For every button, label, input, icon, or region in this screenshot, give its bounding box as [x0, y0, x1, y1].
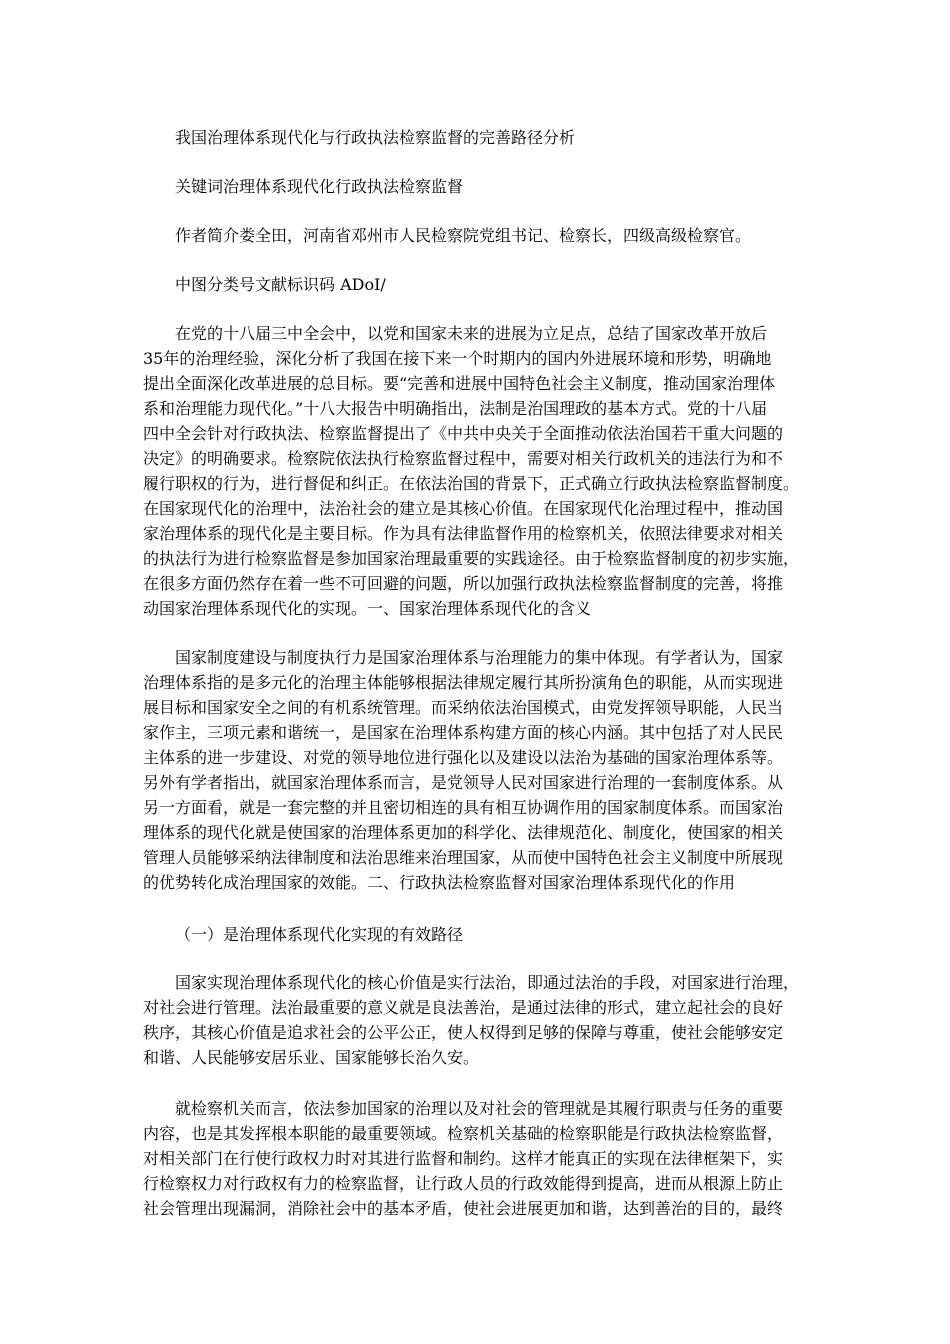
paragraph-line: 动国家治理体系现代化的实现。一、国家治理体系现代化的含义 [143, 599, 592, 618]
author-line: 作者简介娄全田，河南省邓州市人民检察院党组书记、检察长，四级高级检察官。 [175, 226, 752, 245]
paragraph-line: 主体系的进一步建设、对党的领导地位进行强化以及建设以法治为基础的国家治理体系等。 [143, 748, 784, 767]
paragraph-line: 决定》的明确要求。检察院依法执行检察监督过程中，需要对相关行政机关的违法行为和不 [143, 449, 784, 468]
keywords-line: 关键词治理体系现代化行政执法检察监督 [175, 177, 464, 196]
paragraph-line: 理体系的现代化就是使国家的治理体系更加的科学化、法律规范化、制度化，使国家的相关 [143, 823, 784, 842]
paragraph-line: 提出全面深化改革进展的总目标。要“完善和进展中国特色社会主义制度，推动国家治理体 [143, 374, 776, 393]
subheading: （一）是治理体系现代化实现的有效路径 [175, 925, 464, 944]
paragraph-line: 在国家现代化的治理中，法治社会的建立是其核心价值。在国家现代化治理过程中，推动国 [143, 499, 784, 518]
paragraph-line: 的优势转化成治理国家的效能。二、行政执法检察监督对国家治理体系现代化的作用 [143, 873, 736, 892]
paragraph-line: 35年的治理经验，深化分析了我国在接下来一个时期内的国内外进展环境和形势，明确地 [143, 349, 772, 368]
paragraph-line: 对社会进行管理。法治最重要的意义就是良法善治，是通过法律的形式，建立起社会的良好 [143, 998, 784, 1017]
paragraph-line: 治理体系指的是多元化的治理主体能够根据法律规定履行其所扮演角色的职能，从而实现进 [143, 673, 784, 692]
paragraph-line: 四中全会针对行政执法、检察监督提出了《中共中央关于全面推动依法治国若干重大问题的 [143, 424, 784, 443]
paragraph-line: 履行职权的行为，进行督促和纠正。在依法治国的背景下，正式确立行政执法检察监督制度。 [143, 474, 800, 493]
paragraph-line: 行检察权力对行政权有力的检察监督，让行政人员的行政效能得到提高，进而从根源上防止 [143, 1174, 784, 1193]
paragraph-line: 另外有学者指出，就国家治理体系而言，是党领导人民对国家进行治理的一套制度体系。从 [143, 773, 784, 792]
paragraph-line: 国家制度建设与制度执行力是国家治理体系与治理能力的集中体现。有学者认为，国家 [175, 648, 784, 667]
paragraph-line: 另一方面看，就是一套完整的并且密切相连的具有相互协调作用的国家制度体系。而国家治 [143, 798, 784, 817]
document-title: 我国治理体系现代化与行政执法检察监督的完善路径分析 [175, 128, 576, 147]
paragraph-line: 对相关部门在行使行政权力时对其进行监督和制约。这样才能真正的实现在法律框架下，实 [143, 1149, 784, 1168]
paragraph-line: 在很多方面仍然存在着一些不可回避的问题，所以加强行政执法检察监督制度的完善，将推 [143, 574, 784, 593]
paragraph-line: 秩序，其核心价值是追求社会的公平公正，使人权得到足够的保障与尊重，使社会能够安定 [143, 1023, 784, 1042]
classification-line: 中图分类号文献标识码 ADoI/ [175, 275, 386, 294]
paragraph-line: 管理人员能够采纳法律制度和法治思维来治理国家，从而使中国特色社会主义制度中所展现 [143, 848, 784, 867]
paragraph-line: 在党的十八届三中全会中，以党和国家未来的进展为立足点，总结了国家改革开放后 [175, 324, 768, 343]
paragraph-line: 系和治理能力现代化。”十八大报告中明确指出，法制是治国理政的基本方式。党的十八届 [143, 399, 768, 418]
paragraph-line: 家治理体系的现代化是主要目标。作为具有法律监督作用的检察机关，依照法律要求对相关 [143, 524, 784, 543]
paragraph-line: 展目标和国家安全之间的有机系统管理。而采纳依法治国模式，由党发挥领导职能，人民当 [143, 698, 784, 717]
paragraph-line: 家作主，三项元素和谐统一，是国家在治理体系构建方面的核心内涵。其中包括了对人民民 [143, 723, 784, 742]
paragraph-line: 的执法行为进行检察监督是参加国家治理最重要的实践途径。由于检察监督制度的初步实施， [143, 549, 800, 568]
paragraph-line: 国家实现治理体系现代化的核心价值是实行法治，即通过法治的手段，对国家进行治理， [175, 973, 800, 992]
paragraph-line: 社会管理出现漏洞，消除社会中的基本矛盾，使社会进展更加和谐，达到善治的目的，最终 [143, 1199, 784, 1218]
paragraph-line: 和谐、人民能够安居乐业、国家能够长治久安。 [143, 1048, 480, 1067]
paragraph-line: 就检察机关而言，依法参加国家的治理以及对社会的管理就是其履行职责与任务的重要 [175, 1099, 784, 1118]
paragraph-line: 内容，也是其发挥根本职能的最重要领域。检察机关基础的检察职能是行政执法检察监督， [143, 1124, 784, 1143]
